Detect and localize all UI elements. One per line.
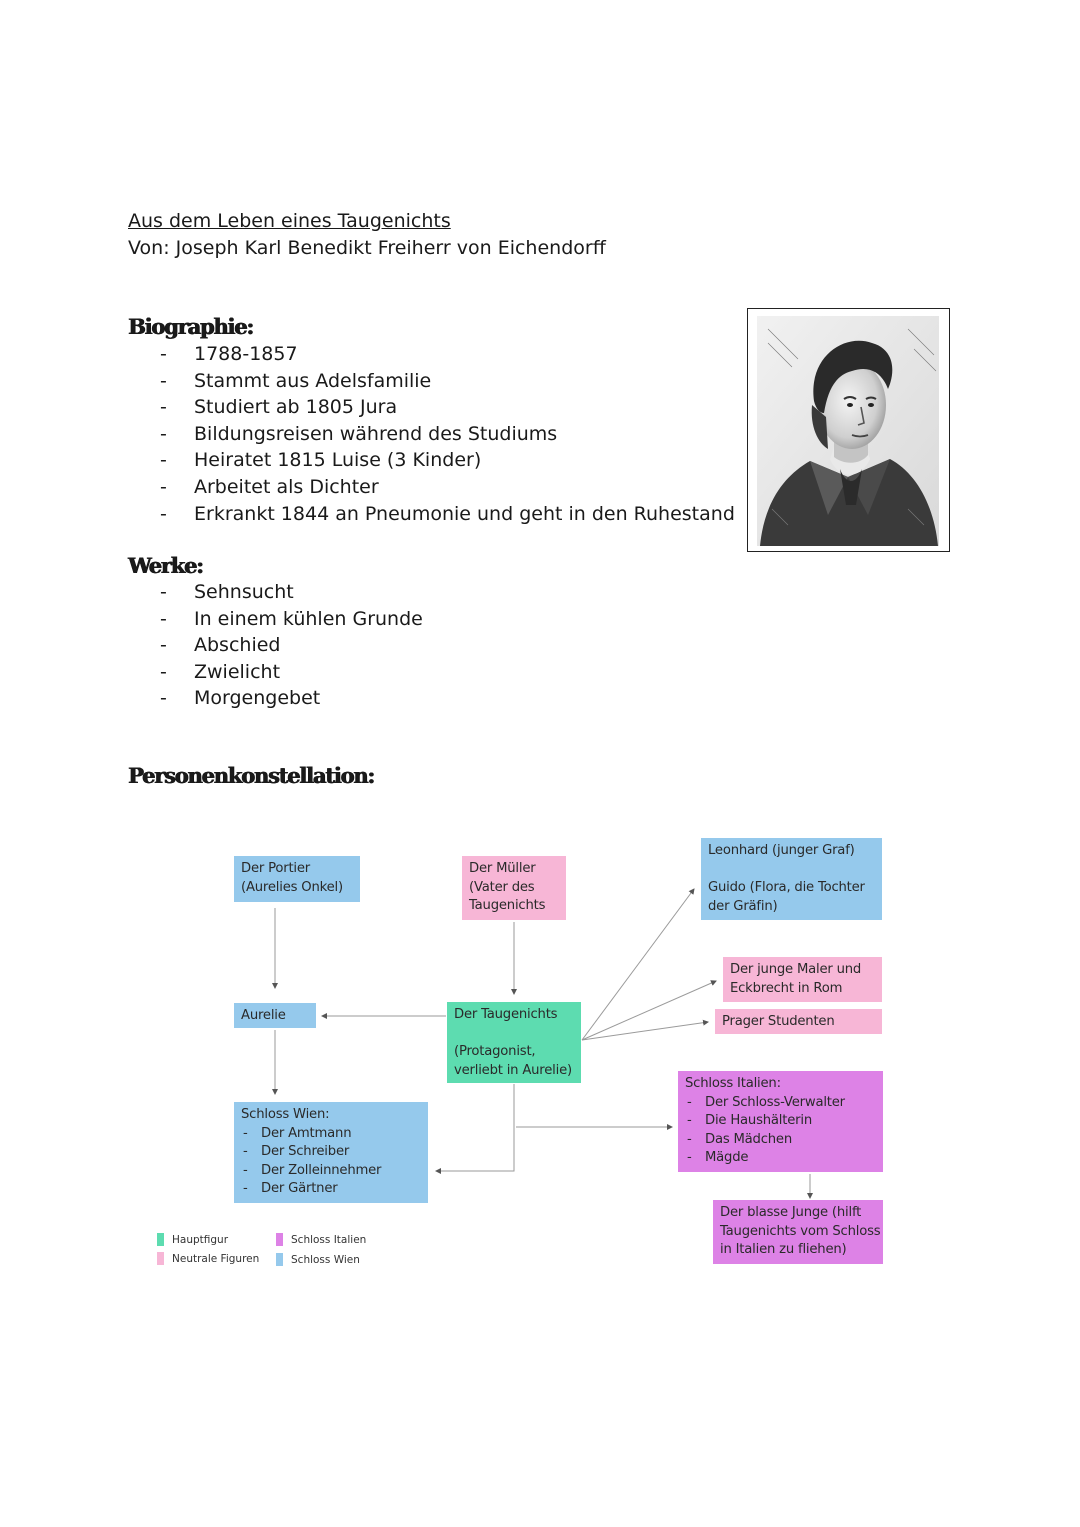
legend-swatch bbox=[157, 1233, 164, 1246]
list-item: - Studiert ab 1805 Jura bbox=[128, 394, 735, 421]
box-line: Der Taugenichts bbox=[454, 1007, 558, 1022]
box-list-item: - Der Amtmann bbox=[241, 1125, 421, 1144]
list-item: - Morgengebet bbox=[128, 685, 423, 712]
box-aurelie bbox=[234, 1003, 316, 1028]
box-line: Aurelie bbox=[241, 1008, 286, 1023]
box-line: in Italien zu fliehen) bbox=[720, 1242, 847, 1257]
box-line: Der Portier bbox=[241, 861, 311, 876]
list-item: - Zwielicht bbox=[128, 659, 423, 686]
box-title: Schloss Wien: bbox=[241, 1107, 330, 1122]
legend-swatch bbox=[276, 1233, 283, 1246]
box-list-item: - Der Schreiber bbox=[241, 1143, 421, 1162]
box-line: Der junge Maler und bbox=[730, 962, 862, 977]
list-item: - Stammt aus Adelsfamilie bbox=[128, 368, 735, 395]
box-line bbox=[454, 1025, 574, 1044]
werke-heading: Werke: bbox=[128, 553, 203, 578]
box-prager bbox=[715, 1009, 882, 1034]
legend-label: Schloss Italien bbox=[291, 1233, 367, 1246]
legend-label: Schloss Wien bbox=[291, 1253, 360, 1266]
document-title: Aus dem Leben eines Taugenichts bbox=[128, 210, 451, 232]
legend-label: Hauptfigur bbox=[172, 1233, 229, 1246]
box-mueller bbox=[462, 856, 566, 920]
box-line: Guido (Flora, die Tochter bbox=[708, 880, 865, 895]
box-blasser-junge bbox=[713, 1200, 883, 1264]
box-line: (Protagonist, bbox=[454, 1044, 536, 1059]
box-list-item: - Das Mädchen bbox=[685, 1131, 876, 1150]
box-line: der Gräfin) bbox=[708, 898, 778, 914]
box-line: (Aurelies Onkel) bbox=[241, 879, 343, 895]
box-line: verliebt in Aurelie) bbox=[454, 1062, 572, 1078]
list-item: - Bildungsreisen während des Studiums bbox=[128, 421, 735, 448]
box-line: Der Müller bbox=[469, 861, 536, 876]
author-line: Von: Joseph Karl Benedikt Freiherr von Eichendorff bbox=[128, 237, 606, 259]
legend-label: Neutrale Figuren bbox=[172, 1252, 260, 1265]
legend-italien bbox=[276, 1233, 366, 1246]
legend-hauptfigur bbox=[157, 1233, 228, 1246]
list-item: - Abschied bbox=[128, 632, 423, 659]
box-line: Eckbrecht in Rom bbox=[730, 980, 843, 996]
list-item: - In einem kühlen Grunde bbox=[128, 606, 423, 633]
box-list-item: - Der Zolleinnehmer bbox=[241, 1162, 421, 1181]
box-schloss-wien bbox=[234, 1102, 428, 1203]
box-schloss-italien bbox=[678, 1071, 883, 1172]
legend-wien bbox=[276, 1253, 360, 1266]
list-item: - Sehnsucht bbox=[128, 579, 423, 606]
list-item: - Arbeitet als Dichter bbox=[128, 474, 735, 501]
box-line bbox=[708, 861, 875, 880]
box-title: Schloss Italien: bbox=[685, 1076, 781, 1091]
box-list-item: - Die Haushälterin bbox=[685, 1112, 876, 1131]
box-portier bbox=[234, 856, 360, 902]
list-item: - Heiratet 1815 Luise (3 Kinder) bbox=[128, 447, 735, 474]
box-line: Leonhard (junger Graf) bbox=[708, 843, 855, 858]
legend-neutral bbox=[157, 1252, 259, 1265]
box-list-item: - Der Schloss-Verwalter bbox=[685, 1094, 876, 1113]
box-line: (Vater des bbox=[469, 879, 535, 895]
box-line: Taugenichts bbox=[469, 898, 546, 913]
box-grafen bbox=[701, 838, 882, 920]
constellation-heading: Personenkonstellation: bbox=[128, 763, 374, 788]
box-list-item: - Der Gärtner bbox=[241, 1180, 421, 1199]
legend-swatch bbox=[276, 1253, 283, 1266]
list-item: - 1788-1857 bbox=[128, 341, 735, 368]
box-list-item: - Mägde bbox=[685, 1149, 876, 1168]
box-taugenichts bbox=[447, 1002, 581, 1083]
legend-swatch bbox=[157, 1252, 164, 1265]
box-line: Taugenichts vom Schloss bbox=[720, 1223, 881, 1239]
box-line: Prager Studenten bbox=[722, 1014, 835, 1029]
biographie-heading: Biographie: bbox=[128, 314, 253, 339]
box-line: Der blasse Junge (hilft bbox=[720, 1205, 862, 1220]
box-maler bbox=[723, 957, 882, 1002]
list-item: - Erkrankt 1844 an Pneumonie und geht in den Ruhestand bbox=[128, 501, 735, 528]
